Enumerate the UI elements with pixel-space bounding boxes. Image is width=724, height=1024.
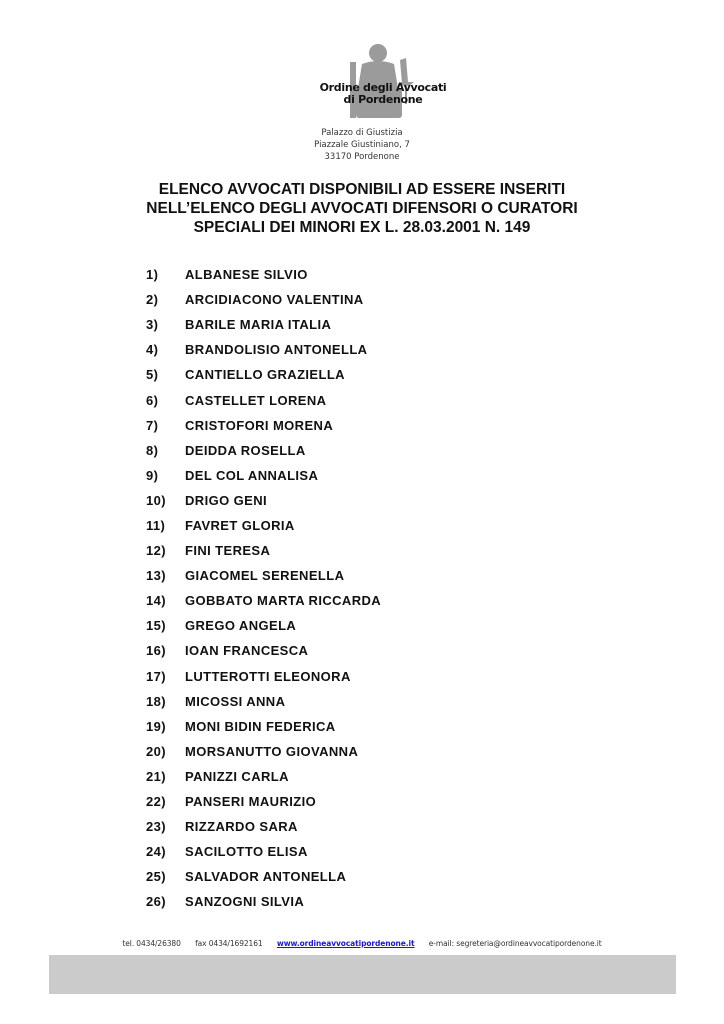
list-item: [146, 438, 381, 463]
list-item-name: CANTIELLO GRAZIELLA: [185, 367, 345, 383]
list-item-number: 8): [146, 442, 159, 458]
address-line: 33170 Pordenone: [324, 152, 400, 162]
list-item-name: RIZZARDO SARA: [185, 819, 298, 835]
list-item-number: 7): [146, 417, 159, 433]
address-line: Palazzo di Giustizia: [321, 128, 403, 138]
list-item-number: 17): [146, 668, 166, 684]
logo-text-line2: di Pordenone: [343, 93, 423, 106]
list-item: [146, 262, 381, 287]
list-item-number: 12): [146, 543, 166, 559]
list-item-name: FAVRET GLORIA: [185, 517, 295, 533]
list-item-number: 19): [146, 718, 166, 734]
address-block: [300, 127, 424, 163]
list-item: [146, 789, 381, 814]
list-item-number: 5): [146, 367, 159, 383]
list-item: [146, 287, 381, 312]
list-item-name: GIACOMEL SERENELLA: [185, 568, 345, 584]
list-item-number: 4): [146, 342, 159, 358]
list-item-number: 16): [146, 643, 166, 659]
list-item-number: 2): [146, 292, 159, 308]
list-item-name: SALVADOR ANTONELLA: [185, 869, 347, 885]
list-item-number: 25): [146, 869, 166, 885]
list-item: [146, 312, 381, 337]
list-item-number: 20): [146, 743, 166, 759]
footer-fax: fax 0434/1692161: [195, 939, 263, 948]
list-item-number: 1): [146, 267, 159, 283]
lawyer-list: [146, 262, 381, 914]
logo: [318, 44, 447, 124]
list-item-number: 10): [146, 492, 166, 508]
list-item-number: 26): [146, 894, 166, 910]
list-item-name: CASTELLET LORENA: [185, 392, 327, 408]
logo-text-line1: Ordine degli Avvocati: [319, 81, 447, 94]
title-line: SPECIALI DEI MINORI EX L. 28.03.2001 N. 149: [193, 219, 531, 236]
list-item: [146, 588, 381, 613]
list-item-number: 13): [146, 568, 166, 584]
list-item-name: DRIGO GENI: [185, 492, 268, 508]
title-line: ELENCO AVVOCATI DISPONIBILI AD ESSERE INSERITI: [158, 181, 566, 198]
list-item-number: 6): [146, 392, 159, 408]
footer-contacts: [0, 939, 724, 948]
list-item: [146, 387, 381, 412]
list-item-name: GOBBATO MARTA RICCARDA: [185, 593, 382, 609]
list-item-name: MICOSSI ANNA: [185, 693, 286, 709]
list-item: [146, 889, 381, 914]
footer-email: e-mail: segreteria@ordineavvocatipordenone.it: [428, 939, 602, 948]
list-item: [146, 563, 381, 588]
list-item-number: 3): [146, 317, 159, 333]
list-item: [146, 714, 381, 739]
list-item-name: MORSANUTTO GIOVANNA: [185, 743, 359, 759]
list-item-name: LUTTEROTTI ELEONORA: [185, 668, 351, 684]
list-item: [146, 739, 381, 764]
list-item-name: DEIDDA ROSELLA: [185, 442, 306, 458]
list-item-name: PANIZZI CARLA: [185, 768, 289, 784]
list-item: [146, 463, 381, 488]
list-item-name: ARCIDIACONO VALENTINA: [185, 292, 364, 308]
list-item: [146, 613, 381, 638]
footer-tel: tel. 0434/26380: [122, 939, 181, 948]
list-item-number: 14): [146, 593, 166, 609]
list-item: [146, 513, 381, 538]
list-item-name: BRANDOLISIO ANTONELLA: [185, 342, 368, 358]
footer-bar: [49, 955, 676, 994]
list-item-name: FINI TERESA: [185, 543, 271, 559]
list-item-number: 15): [146, 618, 166, 634]
list-item-name: SANZOGNI SILVIA: [185, 894, 305, 910]
list-item: [146, 689, 381, 714]
title-line: NELL’ELENCO DEGLI AVVOCATI DIFENSORI O CURATORI: [146, 200, 578, 217]
list-item-name: CRISTOFORI MORENA: [185, 417, 334, 433]
list-item: [146, 413, 381, 438]
list-item: [146, 814, 381, 839]
list-item-name: ALBANESE SILVIO: [185, 267, 308, 283]
list-item-name: MONI BIDIN FEDERICA: [185, 718, 336, 734]
list-item-name: GREGO ANGELA: [185, 618, 297, 634]
list-item-number: 11): [146, 517, 166, 533]
list-item-name: DEL COL ANNALISA: [185, 467, 319, 483]
list-item: [146, 839, 381, 864]
list-item: [146, 538, 381, 563]
list-item: [146, 664, 381, 689]
list-item: [146, 764, 381, 789]
list-item: [146, 362, 381, 387]
list-item-number: 21): [146, 768, 166, 784]
list-item-name: BARILE MARIA ITALIA: [185, 317, 332, 333]
list-item-number: 9): [146, 467, 159, 483]
list-item-number: 23): [146, 819, 166, 835]
website-link[interactable]: www.ordineavvocatipordenone.it: [276, 939, 415, 948]
list-item: [146, 337, 381, 362]
list-item-number: 24): [146, 844, 166, 860]
address-line: Piazzale Giustiniano, 7: [314, 140, 410, 150]
list-item: [146, 864, 381, 889]
list-item-number: 22): [146, 794, 166, 810]
list-item-name: PANSERI MAURIZIO: [185, 794, 317, 810]
list-item-number: 18): [146, 693, 166, 709]
list-item-name: IOAN FRANCESCA: [185, 643, 309, 659]
list-item: [146, 638, 381, 663]
list-item: [146, 488, 381, 513]
document-title: [100, 180, 624, 237]
logo-text: [318, 82, 448, 106]
list-item-name: SACILOTTO ELISA: [185, 844, 308, 860]
